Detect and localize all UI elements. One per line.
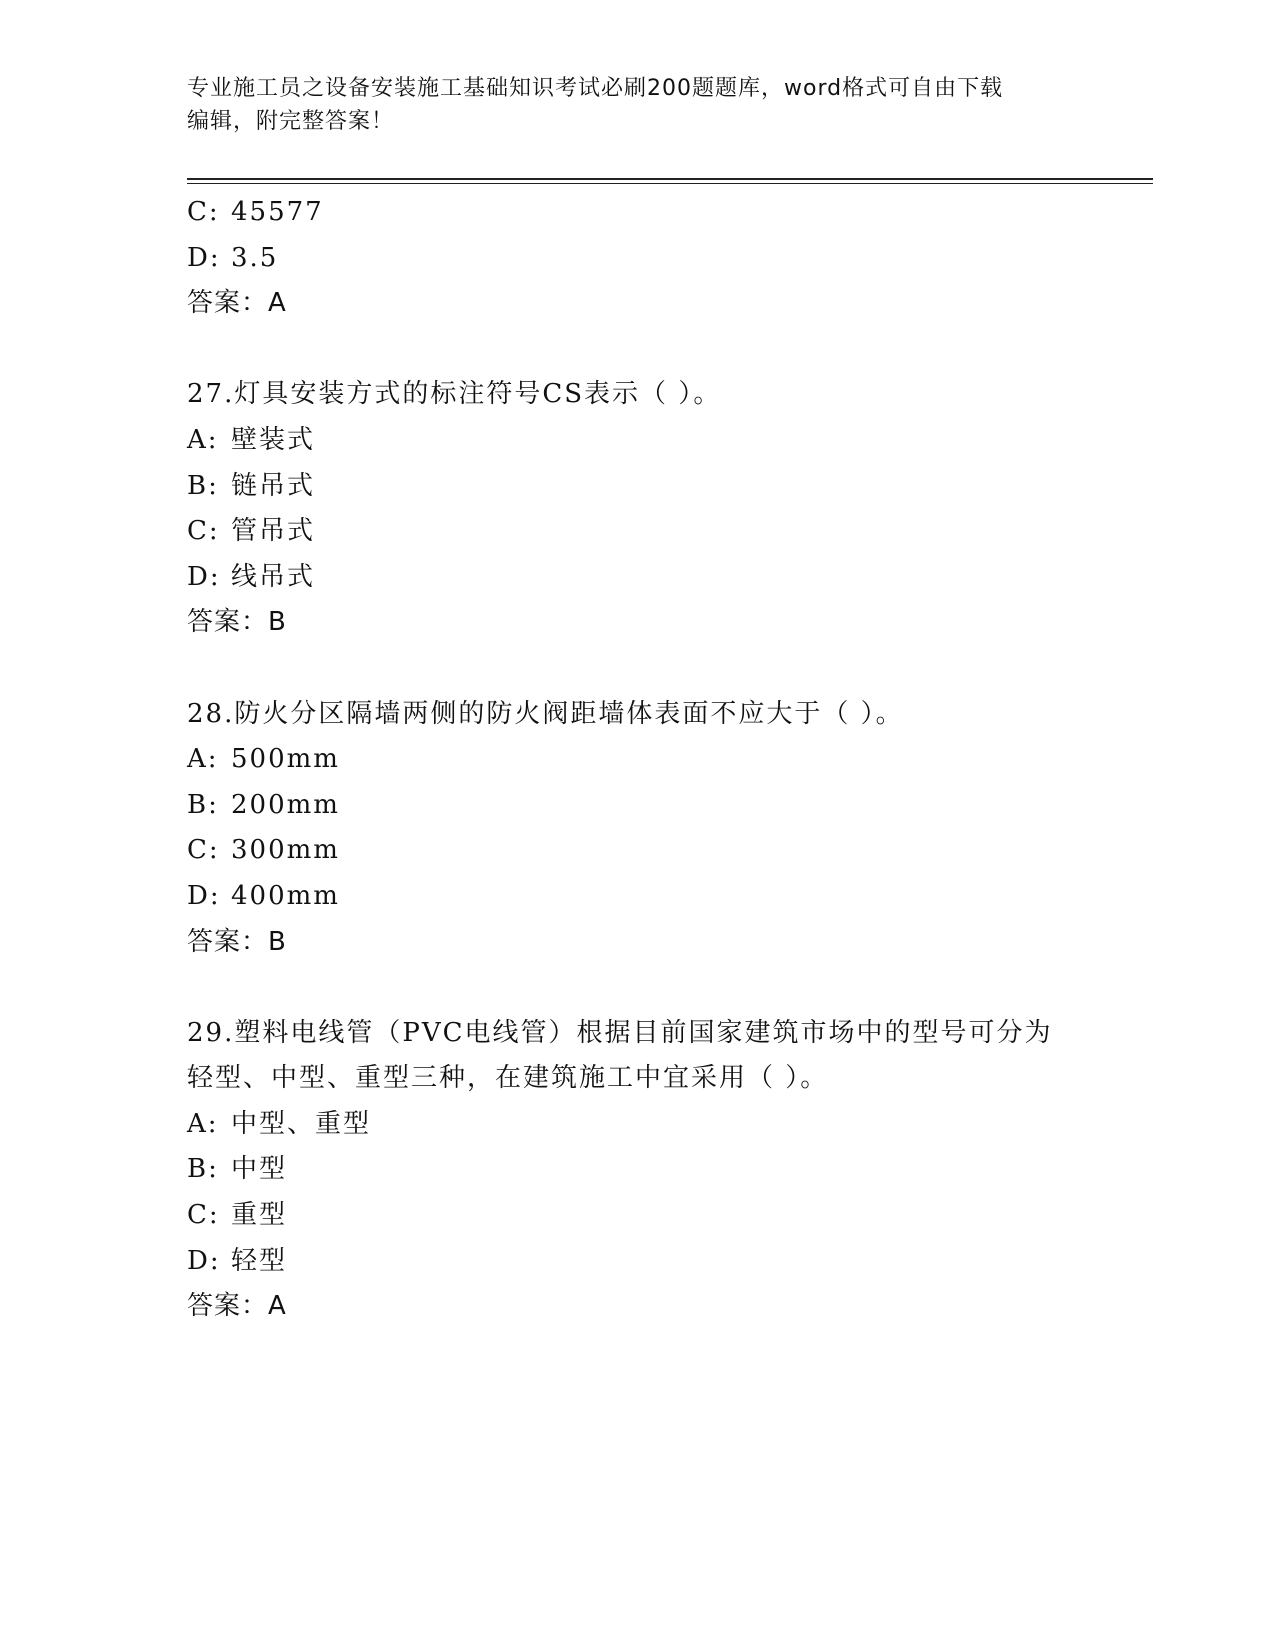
answer-line: 答案：B — [187, 607, 287, 638]
option-letter: D: — [187, 880, 221, 911]
spacer — [187, 646, 1147, 692]
option-d — [187, 236, 1147, 282]
option-text: 200mm — [231, 789, 340, 820]
question-27 — [187, 372, 1147, 646]
document-header — [187, 72, 1087, 138]
option-b — [187, 464, 1147, 510]
option-b — [187, 783, 1147, 829]
option-text: 轻型 — [231, 1245, 288, 1276]
answer-line: 答案：B — [187, 926, 287, 957]
question-stem: 28.防火分区隔墙两侧的防火阀距墙体表面不应大于（ ）。 — [187, 698, 904, 729]
option-letter: C: — [187, 516, 220, 547]
option-letter: D: — [187, 561, 221, 592]
option-letter: A: — [187, 424, 219, 455]
option-letter: A: — [187, 744, 219, 775]
option-d — [187, 1239, 1147, 1285]
option-letter: B: — [187, 470, 219, 501]
option-text: 300mm — [231, 835, 340, 866]
option-text: 500mm — [231, 744, 340, 775]
option-text: 400mm — [231, 880, 340, 911]
option-text: 重型 — [231, 1200, 288, 1231]
option-text: 链吊式 — [231, 470, 316, 501]
header-divider-thin — [187, 183, 1153, 184]
header-line-2: 编辑，附完整答案！ — [187, 109, 395, 134]
option-text: 中型、重型 — [231, 1108, 372, 1139]
option-letter: B: — [187, 1154, 219, 1185]
option-c — [187, 828, 1147, 874]
option-text: 线吊式 — [231, 561, 316, 592]
spacer — [187, 965, 1147, 1011]
spacer — [187, 327, 1147, 373]
header-line-1: 专业施工员之设备安装施工基础知识考试必刷200题题库，word格式可自由下载 — [187, 76, 1004, 101]
option-letter: A: — [187, 1108, 219, 1139]
option-c — [187, 509, 1147, 555]
question-list — [187, 190, 1147, 1330]
option-a — [187, 737, 1147, 783]
option-letter: D: — [187, 242, 221, 273]
option-a — [187, 1102, 1147, 1148]
option-d — [187, 555, 1147, 601]
option-text: 45577 — [231, 197, 324, 227]
option-letter: C: — [187, 197, 220, 227]
answer-line: 答案：A — [187, 288, 287, 319]
option-c — [187, 190, 1147, 236]
option-letter: C: — [187, 1200, 220, 1231]
option-c — [187, 1193, 1147, 1239]
question-28 — [187, 692, 1147, 966]
option-text: 中型 — [231, 1154, 288, 1185]
option-letter: B: — [187, 789, 219, 820]
question-stem: 27.灯具安装方式的标注符号CS表示（ ）。 — [187, 379, 722, 410]
option-a — [187, 418, 1147, 464]
answer-line: 答案：A — [187, 1291, 287, 1322]
question-26-partial — [187, 190, 1147, 327]
option-b — [187, 1147, 1147, 1193]
question-29 — [187, 1011, 1147, 1330]
question-stem-line-2: 轻型、中型、重型三种，在建筑施工中宜采用（ ）。 — [187, 1063, 829, 1094]
option-d — [187, 874, 1147, 920]
option-text: 壁装式 — [231, 424, 316, 455]
question-stem-line-1: 29.塑料电线管（PVC电线管）根据目前国家建筑市场中的型号可分为 — [187, 1017, 1053, 1048]
option-text: 管吊式 — [231, 516, 316, 547]
option-letter: D: — [187, 1245, 221, 1276]
header-divider-thick — [187, 178, 1153, 180]
option-text: 3.5 — [231, 242, 279, 273]
option-letter: C: — [187, 835, 220, 866]
